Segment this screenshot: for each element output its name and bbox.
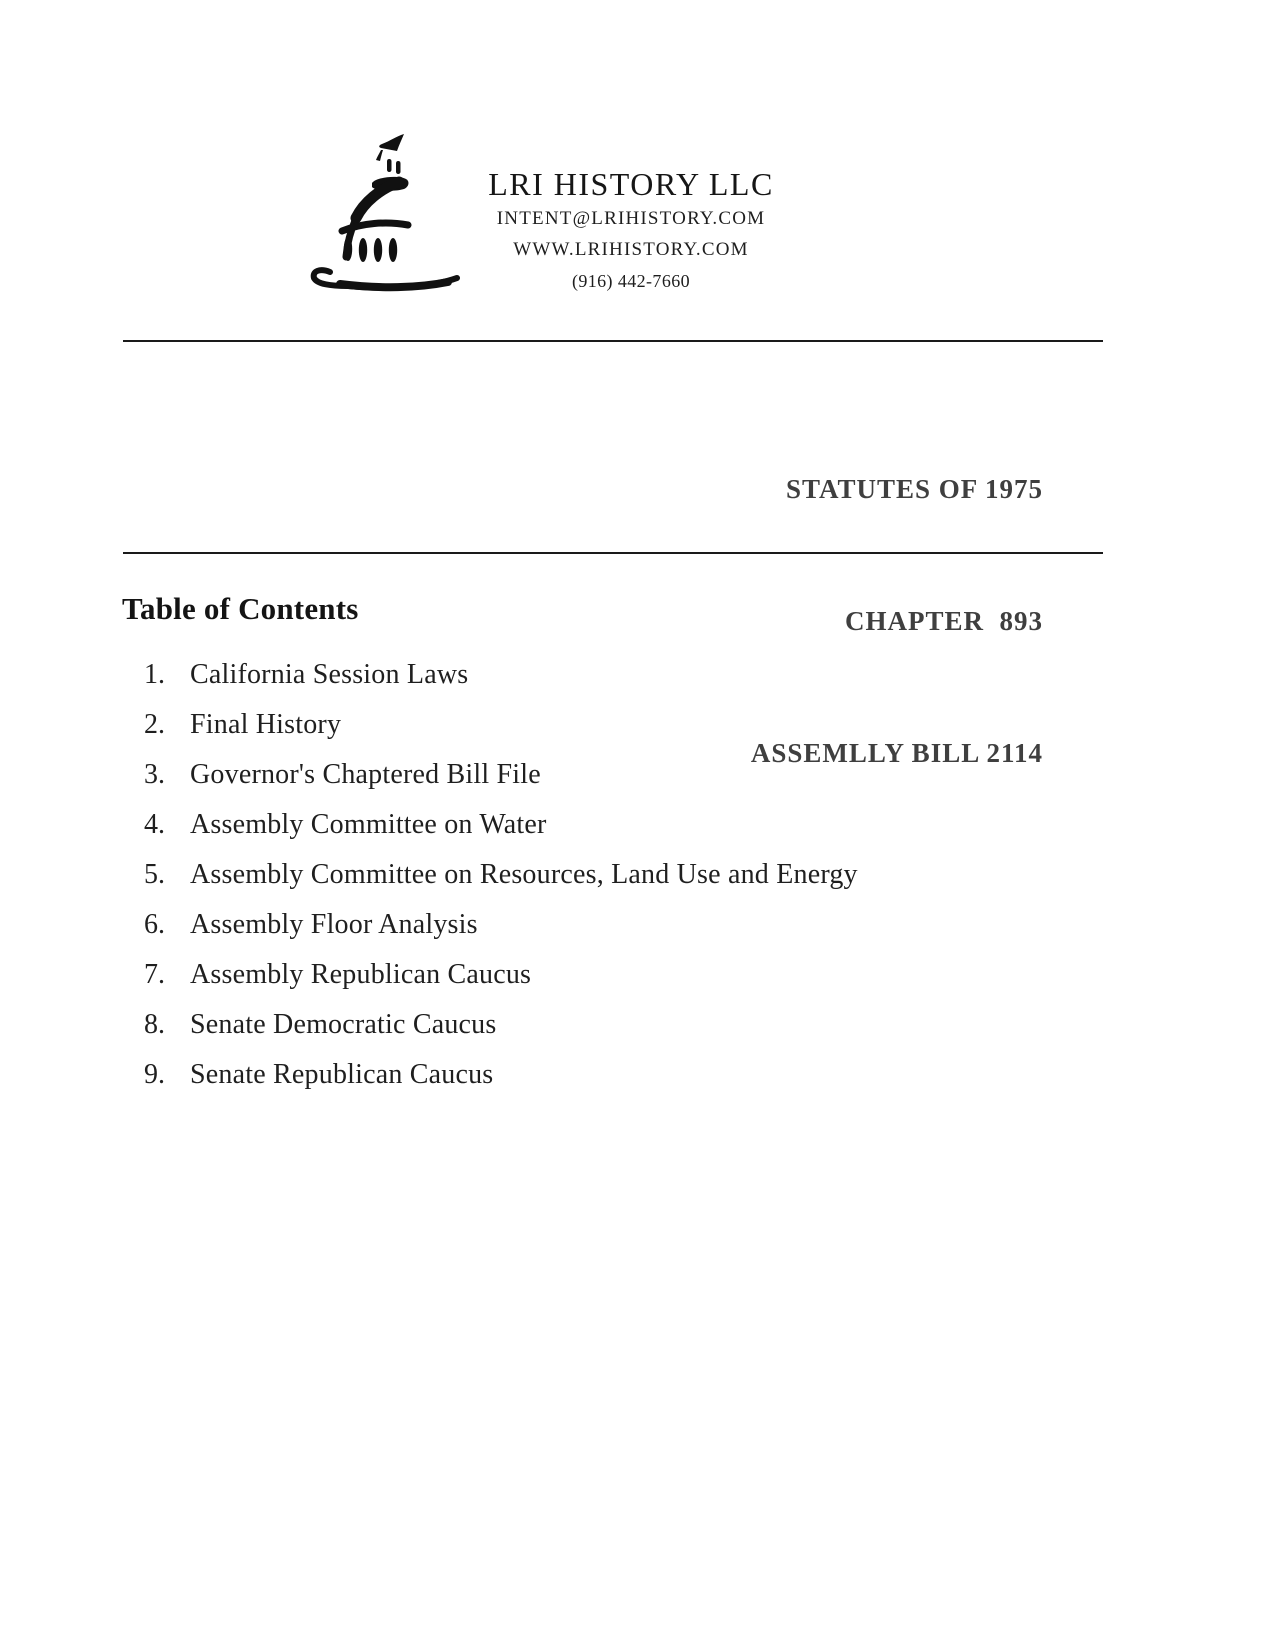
toc-item-number: 1.: [144, 659, 165, 690]
toc-item-number: 6.: [144, 909, 165, 940]
toc-item-number: 4.: [144, 809, 165, 840]
company-logo: [300, 126, 470, 294]
toc-item-number: 7.: [144, 959, 165, 990]
toc-title: Table of Contents: [122, 591, 359, 626]
toc-item-label: Assembly Republican Caucus: [190, 959, 532, 990]
toc-item-number: 5.: [144, 859, 165, 890]
toc-list: [140, 650, 858, 1100]
toc-item: [140, 900, 858, 950]
company-name: LRI HISTORY LLC: [488, 166, 774, 202]
company-phone: (916) 442-7660: [571, 271, 691, 291]
toc-item-label: Senate Republican Caucus: [190, 1059, 494, 1090]
toc-item: [140, 800, 858, 850]
bill-line: ASSEMLLY BILL 2114: [750, 738, 1043, 768]
toc-item-label: Final History: [190, 709, 342, 740]
toc-item-label: Assembly Committee on Resources, Land Use and Energy: [190, 859, 858, 890]
company-email: INTENT@LRIHISTORY.COM: [496, 208, 766, 229]
toc-item-number: 3.: [144, 759, 165, 790]
toc-item: [140, 700, 858, 750]
toc-item: [140, 950, 858, 1000]
toc-item-label: Governor's Chaptered Bill File: [190, 759, 541, 790]
toc-item-number: 8.: [144, 1009, 165, 1040]
toc-item: [140, 850, 858, 900]
toc-item-label: California Session Laws: [190, 659, 469, 690]
toc-item: [140, 1000, 858, 1050]
toc-item: [140, 1050, 858, 1100]
capitol-dome-sketch-icon: [300, 126, 470, 294]
chapter-line: CHAPTER 893: [844, 606, 1043, 636]
divider-top: [123, 340, 1103, 342]
toc-item-label: Senate Democratic Caucus: [190, 1009, 497, 1040]
toc-item-label: Assembly Floor Analysis: [190, 909, 478, 940]
company-website: WWW.LRIHISTORY.COM: [513, 239, 749, 260]
toc-item-number: 2.: [144, 709, 165, 740]
statutes-line: STATUTES OF 1975: [785, 474, 1043, 504]
toc-item: [140, 650, 858, 700]
toc-item-number: 9.: [144, 1059, 165, 1090]
toc-item-label: Assembly Committee on Water: [190, 809, 547, 840]
toc-item: [140, 750, 858, 800]
